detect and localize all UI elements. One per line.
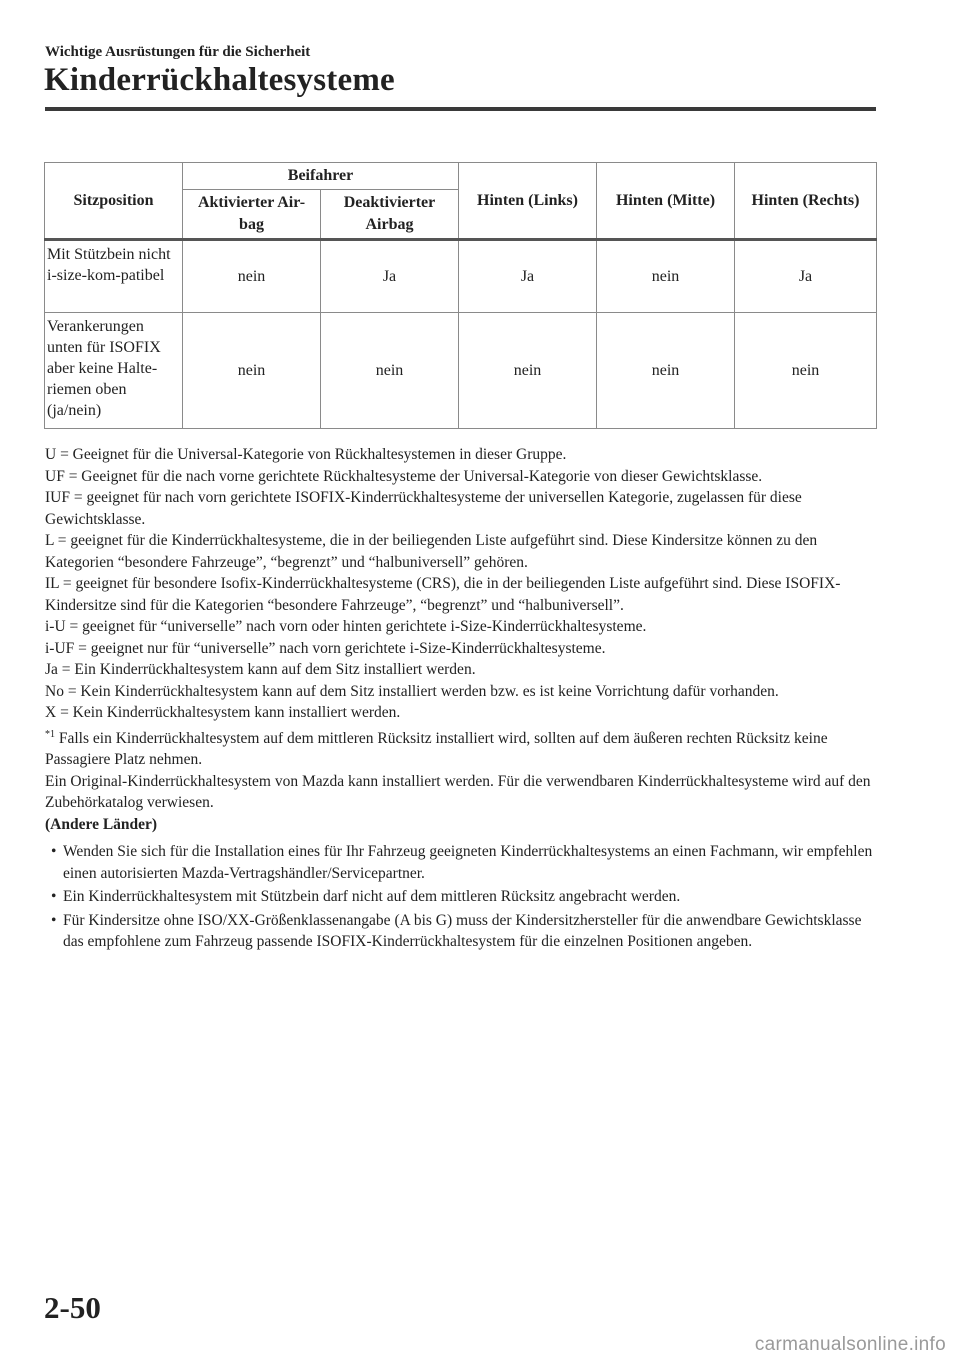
table-cell: Ja	[459, 240, 597, 313]
table-cell: nein	[459, 313, 597, 429]
site-watermark: carmanualsonline.info	[754, 1334, 946, 1355]
table-row	[45, 313, 877, 429]
table-cell: nein	[735, 313, 877, 429]
breadcrumb: Wichtige Ausrüstungen für die Sicherheit	[45, 44, 311, 60]
mazda-note: Ein Original-Kinderrückhaltesystem von Mazda kann installiert werden. Für die verwendbaren Kinderrückhaltesysteme wird auf den Zubehörkatalog verwiesen.	[45, 772, 871, 811]
bullet-glyph: •	[51, 843, 57, 860]
page-title: Kinderrückhaltesysteme	[44, 62, 395, 98]
col-header-hinten-links: Hinten (Links)	[459, 163, 597, 240]
title-divider	[45, 107, 876, 111]
legend-line-uf: UF = Geeignet für die nach vorne gerichtete Rückhaltesysteme der Universal-Kategorie von dieser Gewichtsklasse.	[45, 467, 763, 485]
legend-line-u: U = Geeignet für die Universal-Kategorie von Rückhaltesystemen in dieser Gruppe.	[45, 446, 567, 463]
table-cell: nein	[183, 240, 321, 313]
col-header-hinten-mitte: Hinten (Mitte)	[597, 163, 735, 240]
table-cell: nein	[183, 313, 321, 429]
row-label: Verankerungen unten für ISOFIX aber keine Halte-riemen oben (ja/nein)	[45, 313, 183, 429]
list-item-text: Für Kindersitze ohne ISO/XX-Größenklassenangabe (A bis G) muss der Kindersitzhersteller für die anwendbare Gewichtsklasse das empfohlene zum Fahrzeug passende ISOFIX-Kinderrückhaltesystem für die einzelnen Positionen angeben.	[63, 911, 862, 950]
table-header-row	[45, 163, 877, 190]
table-cell: Ja	[735, 240, 877, 313]
legend-line-no: No = Kein Kinderrückhaltesystem kann auf dem Sitz installiert werden bzw. es ist keine Vorrichtung dafür vorhanden.	[45, 682, 779, 700]
col-header-deaktivierter-airbag: Deaktivierter Airbag	[321, 190, 459, 240]
bullet-glyph: •	[51, 888, 57, 905]
col-header-sitzposition: Sitzposition	[45, 163, 183, 240]
legend-line-ja: Ja = Ein Kinderrückhaltesystem kann auf dem Sitz installiert werden.	[45, 661, 476, 678]
table-cell: nein	[597, 240, 735, 313]
bullet-glyph: •	[51, 911, 57, 929]
legend-line-x: X = Kein Kinderrückhaltesystem kann installiert werden.	[45, 704, 401, 721]
section-heading-andere-laender: (Andere Länder)	[45, 815, 158, 833]
legend-line-iuf: IUF = geeignet für nach vorn gerichtete ISOFIX-Kinderrückhaltesysteme der universellen Kategorie, zugelassen für diese Gewichtsklasse.	[45, 489, 802, 528]
row-label: Mit Stützbein nicht i-size-kom-patibel	[45, 240, 183, 313]
col-header-beifahrer: Beifahrer	[183, 163, 459, 190]
legend-line-l: L = geeignet für die Kinderrückhaltesysteme, die in der beiliegenden Liste aufgeführt sind. Diese Kindersitze können zu den Kategorien “besondere Fahrzeuge”, “begrenzt” und “halbuniversell” gehören.	[45, 532, 818, 571]
footnote-text: Falls ein Kinderrückhaltesystem auf dem mittleren Rücksitz installiert wird, sollten auf dem äußeren rechten Rücksitz keine Passagiere Platz nehmen.	[45, 729, 828, 768]
list-item	[45, 910, 881, 953]
footnote	[45, 724, 881, 771]
bullet-list	[45, 841, 881, 953]
table-cell: nein	[597, 313, 735, 429]
footnote-mark: *1	[45, 728, 55, 740]
col-header-aktivierter-airbag: Aktivierter Air-bag	[183, 190, 321, 240]
list-item-text: Ein Kinderrückhaltesystem mit Stützbein darf nicht auf dem mittleren Rücksitz angebracht werden.	[63, 888, 681, 905]
table-cell: nein	[321, 313, 459, 429]
legend-line-iu: i-U = geeignet für “universelle” nach vorn oder hinten gerichtete i-Size-Kinderrückhaltesysteme.	[45, 618, 647, 635]
seat-position-table	[44, 162, 877, 429]
page-number: 2-50	[44, 1290, 101, 1325]
legend-notes	[45, 444, 881, 955]
list-item	[45, 886, 881, 908]
col-header-hinten-rechts: Hinten (Rechts)	[735, 163, 877, 240]
legend-line-il: IL = geeignet für besondere Isofix-Kinderrückhaltesysteme (CRS), die in der beiliegenden Liste aufgeführt sind. Diese ISOFIX-Kindersitze sind für die Kategorien “besondere Fahrzeuge”, “begrenzt” und “halbuniversell”.	[45, 575, 841, 614]
table-cell: Ja	[321, 240, 459, 313]
list-item	[45, 841, 881, 884]
legend-line-iuf-size: i-UF = geeignet nur für “universelle” nach vorn gerichtete i-Size-Kinderrückhaltesysteme.	[45, 639, 606, 657]
table-row	[45, 240, 877, 313]
list-item-text: Wenden Sie sich für die Installation eines für Ihr Fahrzeug geeigneten Kinderrückhaltesystems an einen Fachmann, wir empfehlen einen autorisierten Mazda-Vertragshändler/Servicepartner.	[63, 843, 873, 882]
